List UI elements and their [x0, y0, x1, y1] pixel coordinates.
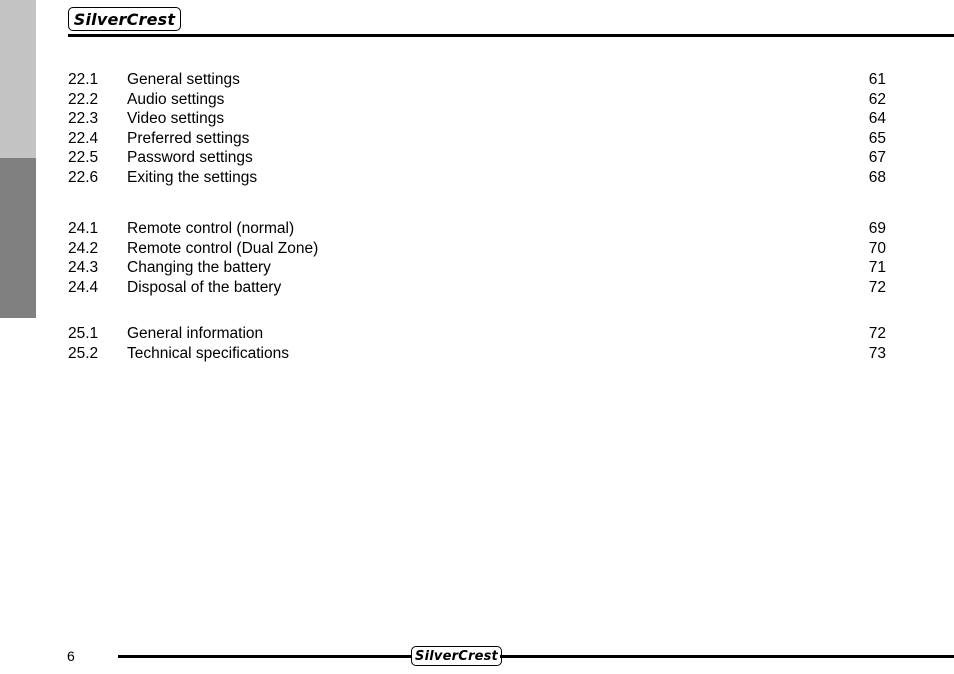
toc-row[interactable] [68, 70, 888, 90]
toc-section-title: Password settings [127, 149, 253, 166]
toc-row[interactable] [68, 129, 888, 149]
toc-row[interactable] [68, 109, 888, 129]
toc-page-number: 71 [868, 259, 886, 276]
toc-group-24 [68, 219, 888, 297]
toc-page-number: 72 [868, 325, 886, 342]
toc-page-number: 73 [868, 344, 886, 362]
toc-section-number: 24.4 [68, 278, 99, 296]
brand-logo-text: SilverCrest [73, 9, 176, 29]
toc-section-title: General information [127, 325, 264, 342]
toc-row[interactable] [68, 344, 888, 364]
toc-page-number: 65 [868, 129, 886, 147]
footer-page-number: 6 [67, 648, 75, 664]
toc-page-number: 64 [868, 110, 886, 127]
toc-page-number: 62 [868, 90, 886, 108]
toc-section-title: Remote control (normal) [127, 220, 295, 237]
toc-group-25 [68, 324, 888, 363]
toc-section-title: Preferred settings [127, 129, 250, 147]
toc-section-title: Video settings [127, 110, 225, 127]
footer-rule-left [118, 655, 413, 658]
toc-section-title: Remote control (Dual Zone) [127, 239, 319, 257]
footer-rule-right [500, 655, 954, 658]
footer-brand-logo-text: SilverCrest [415, 648, 498, 664]
toc-section-number: 24.1 [68, 220, 99, 237]
toc-row[interactable] [68, 90, 888, 110]
toc-page-number: 61 [868, 71, 886, 88]
footer-brand-logo [411, 646, 502, 666]
toc-section-title: Exiting the settings [127, 168, 258, 186]
toc-page-number: 67 [868, 149, 886, 166]
toc-section-number: 24.3 [68, 259, 99, 276]
toc-section-title: Audio settings [127, 90, 225, 108]
toc-row[interactable] [68, 219, 888, 239]
toc-section-number: 25.2 [68, 344, 99, 362]
toc-row[interactable] [68, 148, 888, 168]
toc-page-number: 72 [868, 278, 886, 296]
toc-section-number: 22.1 [68, 71, 99, 88]
toc-section-number: 22.4 [68, 129, 99, 147]
side-tab-dark [0, 158, 36, 318]
header-rule [68, 34, 954, 37]
toc-row[interactable] [68, 258, 888, 278]
toc-spacer [68, 297, 888, 324]
toc-section-title: Technical specifications [127, 344, 289, 362]
toc-group-22 [68, 70, 888, 187]
toc-section-number: 22.2 [68, 90, 99, 108]
toc-section-title: Changing the battery [127, 259, 271, 276]
toc-section-title: General settings [127, 71, 240, 88]
toc-page-number: 68 [868, 168, 886, 186]
toc-row[interactable] [68, 278, 888, 298]
toc-row[interactable] [68, 324, 888, 344]
toc-section-number: 22.6 [68, 168, 99, 186]
side-tab-light [0, 0, 36, 158]
toc-spacer [68, 187, 888, 219]
toc-row[interactable] [68, 168, 888, 188]
toc-section-number: 25.1 [68, 325, 99, 342]
toc-section-title: Disposal of the battery [127, 278, 282, 296]
toc-page-number: 69 [868, 220, 886, 237]
table-of-contents [68, 70, 888, 363]
toc-section-number: 24.2 [68, 239, 99, 257]
toc-section-number: 22.5 [68, 149, 99, 166]
toc-section-number: 22.3 [68, 110, 99, 127]
toc-row[interactable] [68, 239, 888, 259]
brand-logo [68, 7, 181, 31]
toc-page-number: 70 [868, 239, 886, 257]
